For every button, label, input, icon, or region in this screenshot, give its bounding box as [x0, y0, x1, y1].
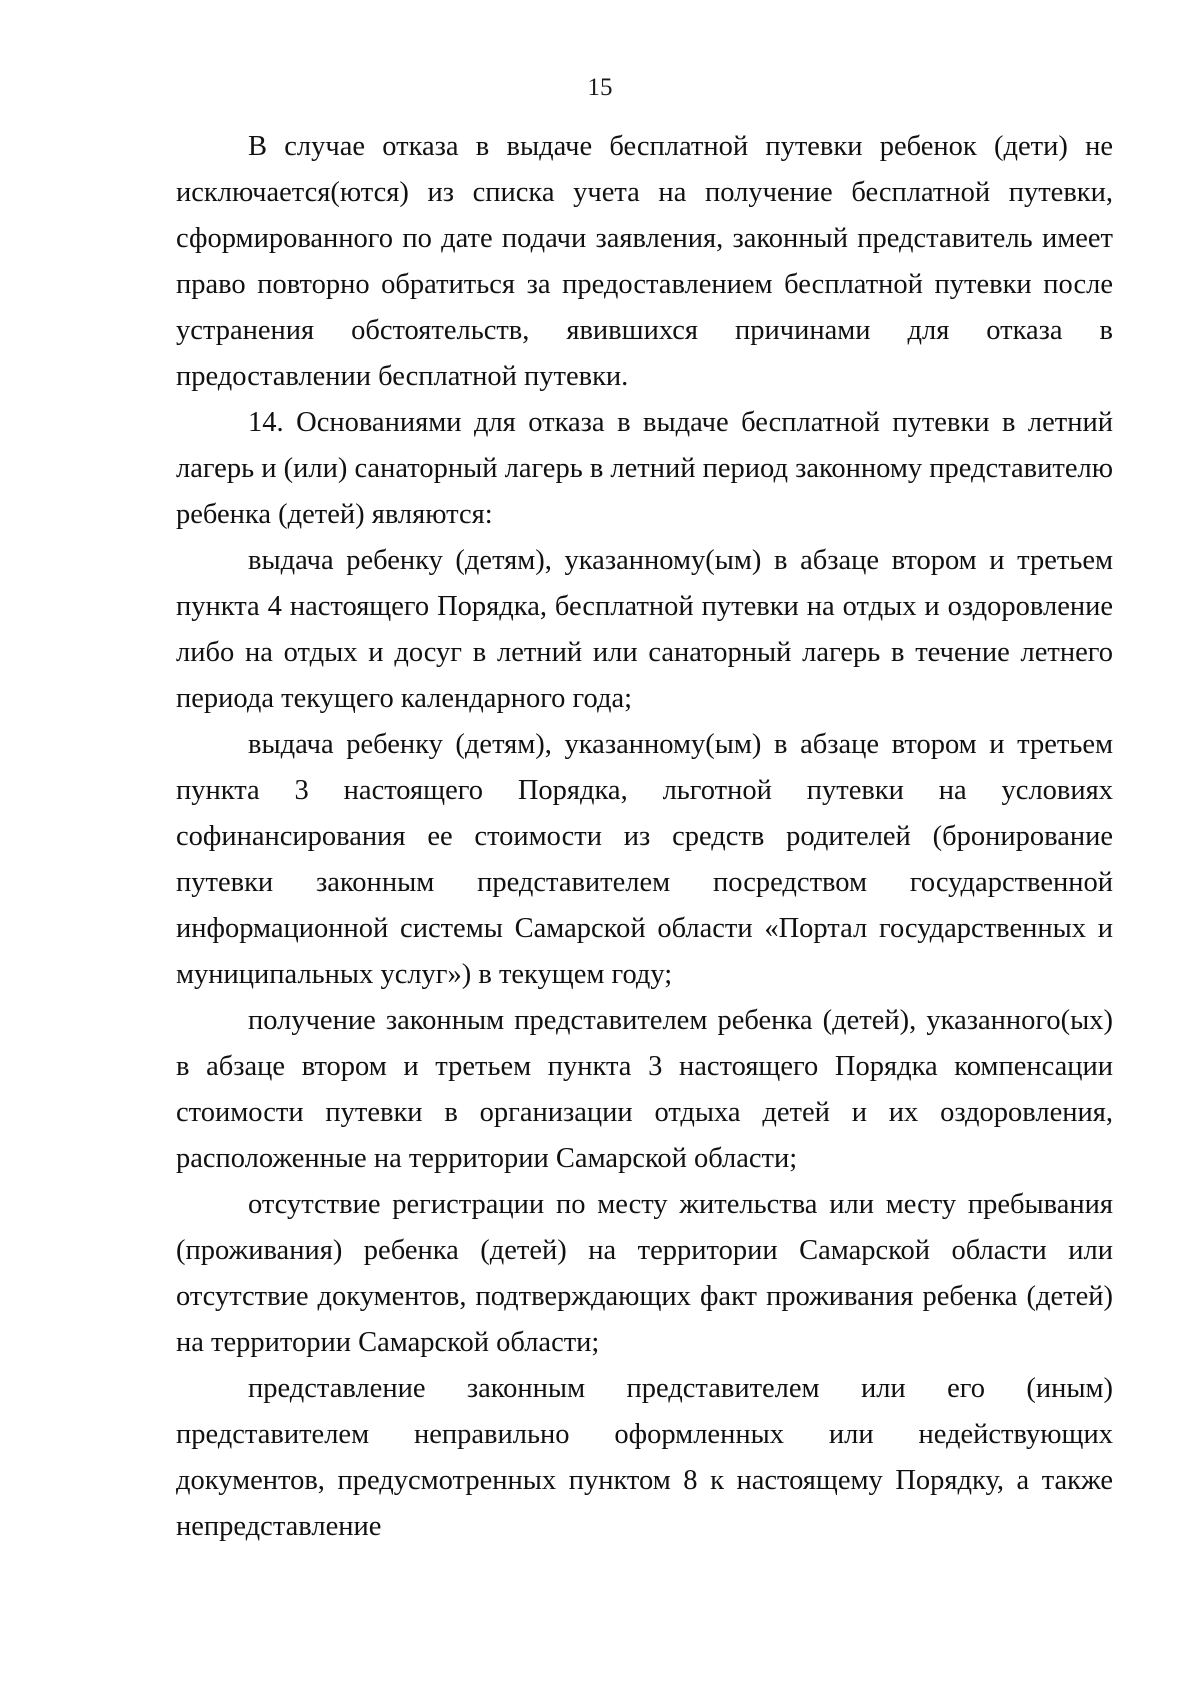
paragraph-ground-invalid-documents: представление законным представителем или его (иным) представителем неправильно оформленных или недействующих документов, предусмотренных пунктом 8 к настоящему Порядку, а также непредставление	[176, 1373, 1113, 1542]
paragraph-ground-no-registration: отсутствие регистрации по месту жительства или месту пребывания (проживания) ребенка (детей) на территории Самарской области или отсутствие документов, подтверждающих факт проживания ребенка (детей) на территории Самарской области;	[176, 1189, 1113, 1358]
page-number: 15	[587, 74, 613, 101]
paragraph-ground-discount-voucher-issued: выдача ребенку (детям), указанному(ым) в абзаце втором и третьем пункта 3 настоящего Порядка, льготной путевки на условиях софинансирования ее стоимости из средств родителей (бронирование путевки законным представителем посредством государственной информационной системы Самарской области «Портал государственных и муниципальных услуг») в текущем году;	[176, 729, 1113, 990]
document-body	[176, 124, 1113, 1550]
paragraph-ground-free-voucher-issued: выдача ребенку (детям), указанному(ым) в абзаце втором и третьем пункта 4 настоящего Порядка, бесплатной путевки на отдых и оздоровление либо на отдых и досуг в летний или санаторный лагерь в течение летнего периода текущего календарного года;	[176, 545, 1113, 714]
paragraph-refusal-consequence: В случае отказа в выдаче бесплатной путевки ребенок (дети) не исключается(ются) из списка учета на получение бесплатной путевки, сформированного по дате подачи заявления, законный представитель имеет право повторно обратиться за предоставлением бесплатной путевки после устранения обстоятельств, явившихся причинами для отказа в предоставлении бесплатной путевки.	[176, 131, 1113, 392]
paragraph-14-grounds-intro: 14. Основаниями для отказа в выдаче бесплатной путевки в летний лагерь и (или) санаторный лагерь в летний период законному представителю ребенка (детей) являются:	[176, 407, 1113, 530]
paragraph-ground-compensation-received: получение законным представителем ребенка (детей), указанного(ых) в абзаце втором и третьем пункта 3 настоящего Порядка компенсации стоимости путевки в организации отдыха детей и их оздоровления, расположенные на территории Самарской области;	[176, 1005, 1113, 1174]
